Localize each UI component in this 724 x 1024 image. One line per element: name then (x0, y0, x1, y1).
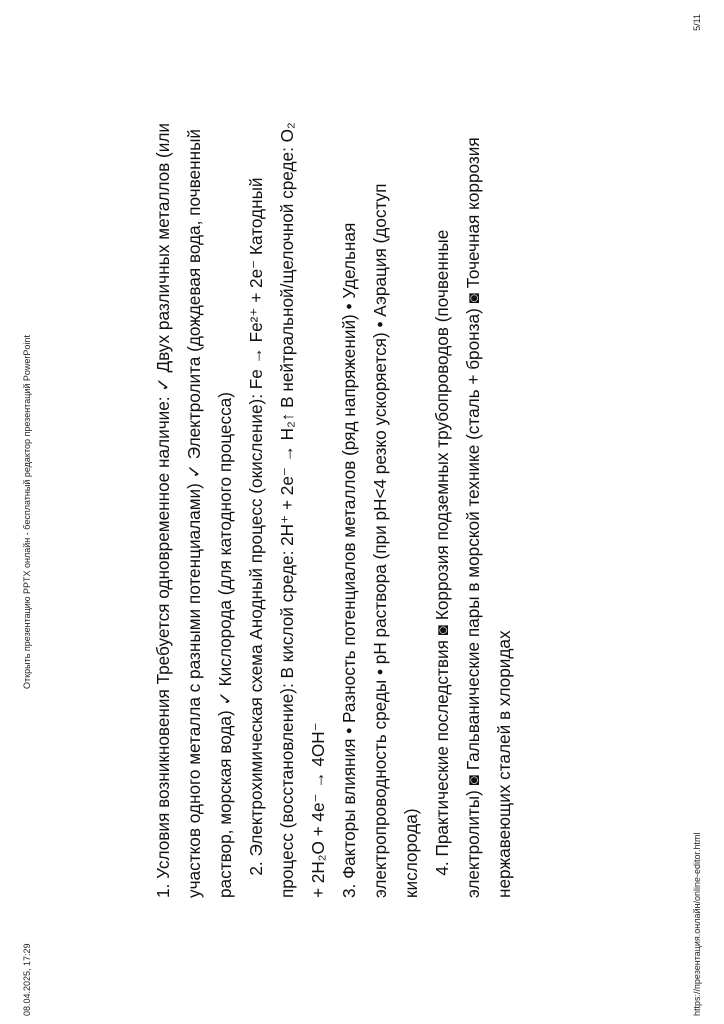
paragraph-influence-factors: 3. Факторы влияния • Разность потенциалов металлов (ряд напряжений) • Удельная электропроводность среды • pH раствора (при pH<4 резко ускоряется) • Аэрация (доступ кислорода) (339, 183, 421, 898)
paragraph-practical-consequences: 4. Практические последствия ◙ Коррозия подземных трубопроводов (почвенные электролиты) ◙ Гальванические пары в морской технике (сталь + бронза) ◙ Точечная коррозия нержавеющих сталей в хлоридах (432, 137, 514, 898)
print-url[interactable]: https://презентация.онлайн/online-editor.html (692, 832, 702, 1016)
paragraph-conditions: 1. Условия возникновения Требуется одновременное наличие: ✓ Двух различных металлов (или участков одного металла с разными потенциалами) ✓ Электролита (дождевая вода, почвенный раствор, морская вода) ✓ Кислорода (для катодного процесса) (153, 122, 235, 898)
print-page-title: Открыть презентацию PPTX онлайн - бесплатный редактор презентаций PowerPoint (22, 335, 32, 689)
paragraph-electrochemical-scheme: 2. Электрохимическая схема Анодный процесс (окисление): Fe → Fe²⁺ + 2e⁻ Катодный процесс (восстановление): В кислой среде: 2H⁺ + 2e⁻ → H₂↑ В нейтральной/щелочной среде: O₂ + 2H₂O + 4e⁻ → 4OH⁻ (246, 122, 328, 898)
page-number: 5/11 (692, 14, 702, 31)
print-datetime: 08.04.2025, 17:29 (22, 943, 32, 1016)
slide-text-body (148, 118, 520, 898)
